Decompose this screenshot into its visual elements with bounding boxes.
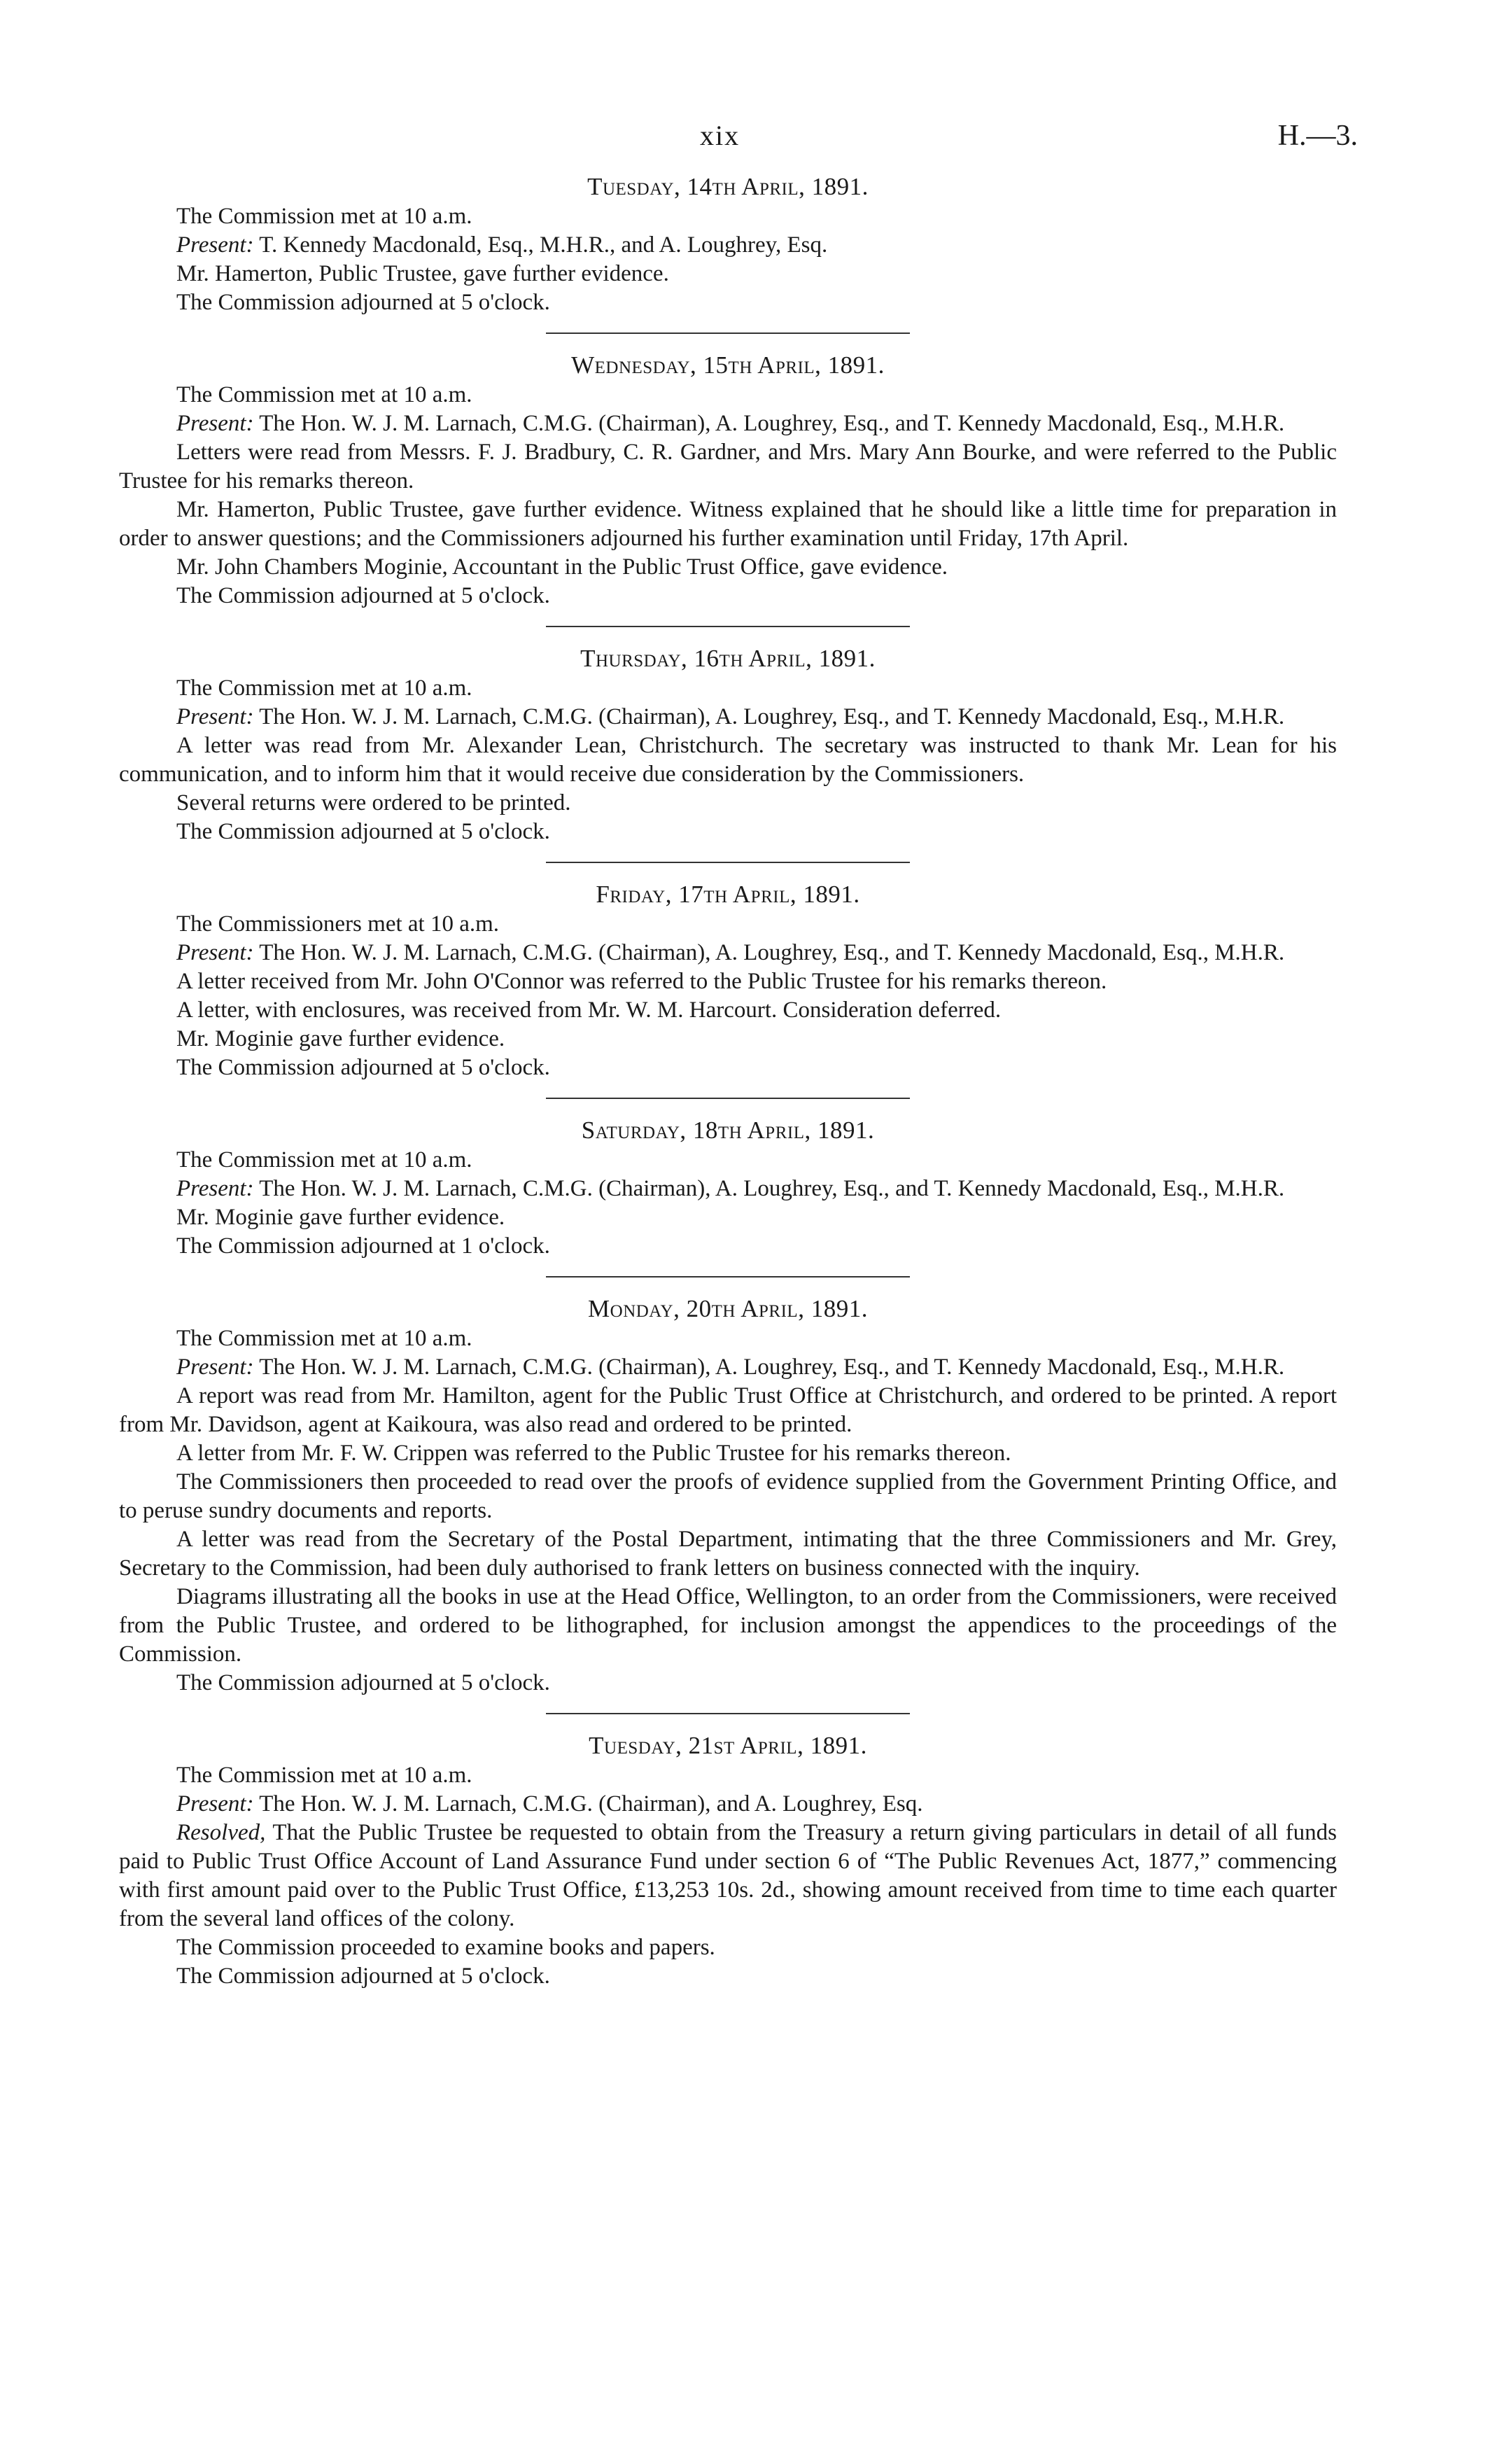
minutes-paragraph — [119, 1382, 1337, 1439]
paragraph-text: Diagrams illustrating all the books in use at the Head Office, Wellington, to an order from the Commissioners, were received from the Public Trustee, and ordered to be lithographed, for inclusion amongst the appendices to the proceedings of the Commission. — [119, 1584, 1337, 1667]
minutes-paragraph — [119, 1146, 1337, 1175]
paragraph-text: The Hon. W. J. M. Larnach, C.M.G. (Chairman), A. Loughrey, Esq., and T. Kennedy Macdonald, Esq., M.H.R. — [253, 1354, 1285, 1380]
paragraph-text: Several returns were ordered to be printed. — [176, 790, 571, 816]
minutes-paragraph — [119, 1025, 1337, 1054]
entry-date-heading: Thursday, 16th April, 1891. — [580, 645, 876, 672]
paragraph-text: The Commission adjourned at 5 o'clock. — [176, 819, 550, 844]
minutes-paragraph — [119, 1439, 1337, 1468]
minutes-paragraph — [119, 496, 1337, 553]
paragraph-text: The Commission adjourned at 5 o'clock. — [176, 1670, 550, 1695]
paragraph-text: The Hon. W. J. M. Larnach, C.M.G. (Chairman), A. Loughrey, Esq., and T. Kennedy Macdonald, Esq., M.H.R. — [253, 940, 1285, 965]
paragraph-text: The Hon. W. J. M. Larnach, C.M.G. (Chairman), A. Loughrey, Esq., and T. Kennedy Macdonald, Esq., M.H.R. — [253, 411, 1285, 436]
minutes-paragraph — [119, 703, 1337, 732]
paragraph-text: A letter, with enclosures, was received from Mr. W. M. Harcourt. Consideration deferred. — [176, 997, 1002, 1023]
minutes-paragraph — [119, 1962, 1337, 1991]
minutes-paragraph — [119, 260, 1337, 288]
paragraph-text: The Commission proceeded to examine books and papers. — [176, 1935, 715, 1960]
minutes-paragraph — [119, 1819, 1337, 1933]
paragraph-label: Present: — [176, 411, 254, 436]
minutes-paragraph — [119, 996, 1337, 1025]
minutes-entry — [119, 880, 1337, 1082]
entry-date-heading: Tuesday, 14th April, 1891. — [587, 173, 869, 200]
minutes-paragraph — [119, 1203, 1337, 1232]
minutes-paragraph — [119, 553, 1337, 582]
minutes-entry — [119, 1116, 1337, 1261]
paragraph-text: The Commission adjourned at 5 o'clock. — [176, 290, 550, 315]
paragraph-label: Present: — [176, 232, 254, 258]
paragraph-text: The Hon. W. J. M. Larnach, C.M.G. (Chairman), A. Loughrey, Esq., and T. Kennedy Macdonald, Esq., M.H.R. — [253, 704, 1285, 729]
paragraph-label: Present: — [176, 704, 254, 729]
minutes-paragraph — [119, 1054, 1337, 1082]
minutes-entry — [119, 644, 1337, 846]
paragraph-text: The Commission met at 10 a.m. — [176, 204, 472, 229]
minutes-entry — [119, 1294, 1337, 1698]
minutes-paragraph — [119, 1468, 1337, 1525]
paragraph-text: The Commissioners then proceeded to read over the proofs of evidence supplied from the Government Printing Office, and to peruse sundry documents and reports. — [119, 1469, 1337, 1523]
minutes-paragraph — [119, 582, 1337, 610]
paragraph-text: The Commission adjourned at 5 o'clock. — [176, 1963, 550, 1989]
minutes-paragraph — [119, 818, 1337, 846]
paragraph-text: A report was read from Mr. Hamilton, agent for the Public Trust Office at Christchurch, and ordered to be printed. A report from Mr. Davidson, agent at Kaikoura, was also read and ordered to be printed. — [119, 1383, 1337, 1437]
minutes-entries — [119, 172, 1337, 1991]
minutes-paragraph — [119, 288, 1337, 317]
paragraph-text: A letter received from Mr. John O'Connor was referred to the Public Trustee for his remarks thereon. — [176, 969, 1107, 994]
minutes-paragraph — [119, 1790, 1337, 1819]
paragraph-text: A letter was read from Mr. Alexander Lean, Christchurch. The secretary was instructed to thank Mr. Lean for his communication, and to inform him that it would receive due consideration by the Commissioners. — [119, 733, 1337, 787]
paragraph-text: Mr. Hamerton, Public Trustee, gave further evidence. Witness explained that he should like a little time for preparation in order to answer questions; and the Commissioners adjourned his further examination until Friday, 17th April. — [119, 497, 1337, 551]
paragraph-text: The Hon. W. J. M. Larnach, C.M.G. (Chairman), and A. Loughrey, Esq. — [253, 1791, 923, 1816]
document-page — [119, 119, 1358, 1991]
minutes-paragraph — [119, 1232, 1337, 1261]
paragraph-text: A letter from Mr. F. W. Crippen was referred to the Public Trustee for his remarks thereon. — [176, 1441, 1011, 1466]
paragraph-text: The Commission met at 10 a.m. — [176, 1326, 472, 1351]
paragraph-text: A letter was read from the Secretary of the Postal Department, intimating that the three Commissioners and Mr. Grey, Secretary to the Commission, had been duly authorised to frank letters on business connected with the inquiry. — [119, 1527, 1337, 1581]
section-divider — [546, 332, 910, 334]
minutes-entry — [119, 1731, 1337, 1991]
minutes-paragraph — [119, 939, 1337, 967]
paragraph-text: T. Kennedy Macdonald, Esq., M.H.R., and A. Loughrey, Esq. — [253, 232, 828, 258]
paragraph-label: Resolved, — [176, 1820, 266, 1845]
minutes-paragraph — [119, 789, 1337, 818]
minutes-paragraph — [119, 1583, 1337, 1669]
paragraph-text: The Commission adjourned at 5 o'clock. — [176, 583, 550, 608]
minutes-paragraph — [119, 1324, 1337, 1353]
paragraph-text: The Commission met at 10 a.m. — [176, 1763, 472, 1788]
minutes-paragraph — [119, 1669, 1337, 1698]
paragraph-label: Present: — [176, 1354, 254, 1380]
entry-date-heading: Friday, 17th April, 1891. — [596, 881, 860, 908]
paragraph-text: The Commission met at 10 a.m. — [176, 676, 472, 701]
paragraph-text: The Commissioners met at 10 a.m. — [176, 911, 500, 937]
minutes-entry — [119, 351, 1337, 610]
paragraph-text: The Hon. W. J. M. Larnach, C.M.G. (Chairman), A. Loughrey, Esq., and T. Kennedy Macdonald, Esq., M.H.R. — [253, 1176, 1285, 1201]
paragraph-text: Mr. John Chambers Moginie, Accountant in the Public Trust Office, gave evidence. — [176, 554, 948, 580]
section-divider — [546, 626, 910, 627]
paragraph-label: Present: — [176, 940, 254, 965]
paragraph-text: That the Public Trustee be requested to obtain from the Treasury a return giving particulars in detail of all funds paid to Public Trust Office Account of Land Assurance Fund under section 6 of “The Public Revenues Act, 1877,” commencing with first amount paid over to the Public Trust Office, £13,253 10s. 2d., showing amount received from time to time each quarter from the several land offices of the colony. — [119, 1820, 1337, 1931]
minutes-paragraph — [119, 1525, 1337, 1583]
paragraph-text: The Commission met at 10 a.m. — [176, 382, 472, 407]
document-reference: H.—3. — [1277, 120, 1358, 152]
paragraph-text: Letters were read from Messrs. F. J. Bradbury, C. R. Gardner, and Mrs. Mary Ann Bourke, and were referred to the Public Trustee for his remarks thereon. — [119, 440, 1337, 493]
paragraph-text: The Commission met at 10 a.m. — [176, 1147, 472, 1172]
minutes-paragraph — [119, 1353, 1337, 1382]
paragraph-text: The Commission adjourned at 1 o'clock. — [176, 1233, 550, 1259]
page-header — [119, 119, 1358, 168]
paragraph-label: Present: — [176, 1176, 254, 1201]
section-divider — [546, 862, 910, 863]
entry-date-heading: Wednesday, 15th April, 1891. — [571, 351, 885, 379]
paragraph-text: Mr. Hamerton, Public Trustee, gave further evidence. — [176, 261, 669, 286]
paragraph-text: The Commission adjourned at 5 o'clock. — [176, 1055, 550, 1080]
paragraph-text: Mr. Moginie gave further evidence. — [176, 1205, 505, 1230]
section-divider — [546, 1098, 910, 1099]
paragraph-label: Present: — [176, 1791, 254, 1816]
minutes-paragraph — [119, 231, 1337, 260]
section-divider — [546, 1276, 910, 1278]
minutes-paragraph — [119, 1933, 1337, 1962]
paragraph-text: Mr. Moginie gave further evidence. — [176, 1026, 505, 1051]
minutes-paragraph — [119, 410, 1337, 438]
page-number: xix — [700, 120, 741, 151]
minutes-paragraph — [119, 910, 1337, 939]
entry-date-heading: Saturday, 18th April, 1891. — [581, 1116, 875, 1144]
minutes-paragraph — [119, 967, 1337, 996]
minutes-paragraph — [119, 202, 1337, 231]
section-divider — [546, 1713, 910, 1714]
minutes-paragraph — [119, 438, 1337, 496]
minutes-paragraph — [119, 381, 1337, 410]
minutes-paragraph — [119, 674, 1337, 703]
minutes-paragraph — [119, 1761, 1337, 1790]
minutes-paragraph — [119, 732, 1337, 789]
entry-date-heading: Monday, 20th April, 1891. — [588, 1295, 868, 1322]
minutes-entry — [119, 172, 1337, 317]
entry-date-heading: Tuesday, 21st April, 1891. — [589, 1732, 867, 1759]
minutes-paragraph — [119, 1175, 1337, 1203]
